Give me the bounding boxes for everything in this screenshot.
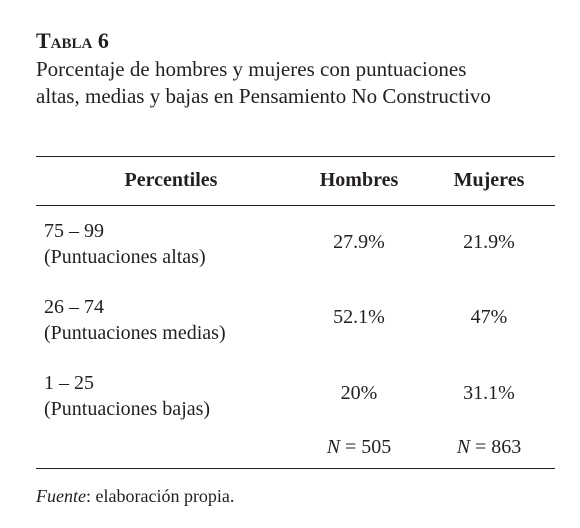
cell-mujeres-altas: 21.9%	[463, 231, 515, 253]
row-range: 75 – 99	[44, 220, 104, 242]
total-hombres-value: = 505	[340, 436, 392, 458]
total-mujeres	[430, 434, 548, 460]
total-hombres	[300, 434, 418, 460]
row-description: (Puntuaciones bajas)	[44, 398, 211, 420]
row-label-altas	[44, 218, 206, 270]
table-title-line-1: Porcentaje de hombres y mujeres con puntuaciones	[36, 57, 467, 81]
total-mujeres-symbol: N	[456, 436, 471, 458]
source-text: : elaboración propia.	[85, 486, 235, 506]
table-label: Tabla 6	[36, 28, 109, 53]
row-range: 1 – 25	[44, 372, 94, 394]
cell-hombres-bajas: 20%	[340, 382, 378, 404]
row-label-bajas	[44, 370, 210, 422]
header-hombres: Hombres	[319, 169, 399, 191]
row-description: (Puntuaciones medias)	[44, 322, 226, 344]
header-percentiles: Percentiles	[124, 169, 218, 191]
table-header-rule	[36, 205, 555, 206]
source-label: Fuente	[36, 486, 86, 506]
table-caption	[36, 28, 566, 110]
row-range: 26 – 74	[44, 296, 104, 318]
row-description: (Puntuaciones altas)	[44, 246, 206, 268]
cell-hombres-medias: 52.1%	[333, 306, 385, 328]
total-hombres-symbol: N	[326, 436, 341, 458]
header-mujeres: Mujeres	[453, 169, 525, 191]
cell-mujeres-bajas: 31.1%	[463, 382, 515, 404]
table-title-line-2: altas, medias y bajas en Pensamiento No Constructivo	[36, 84, 491, 108]
table-title	[36, 56, 566, 110]
table-top-rule	[36, 156, 555, 157]
cell-mujeres-medias: 47%	[470, 306, 508, 328]
table-source-note	[36, 484, 234, 508]
cell-hombres-altas: 27.9%	[333, 231, 385, 253]
total-mujeres-value: = 863	[470, 436, 522, 458]
table-bottom-rule	[36, 468, 555, 469]
row-label-medias	[44, 294, 226, 346]
